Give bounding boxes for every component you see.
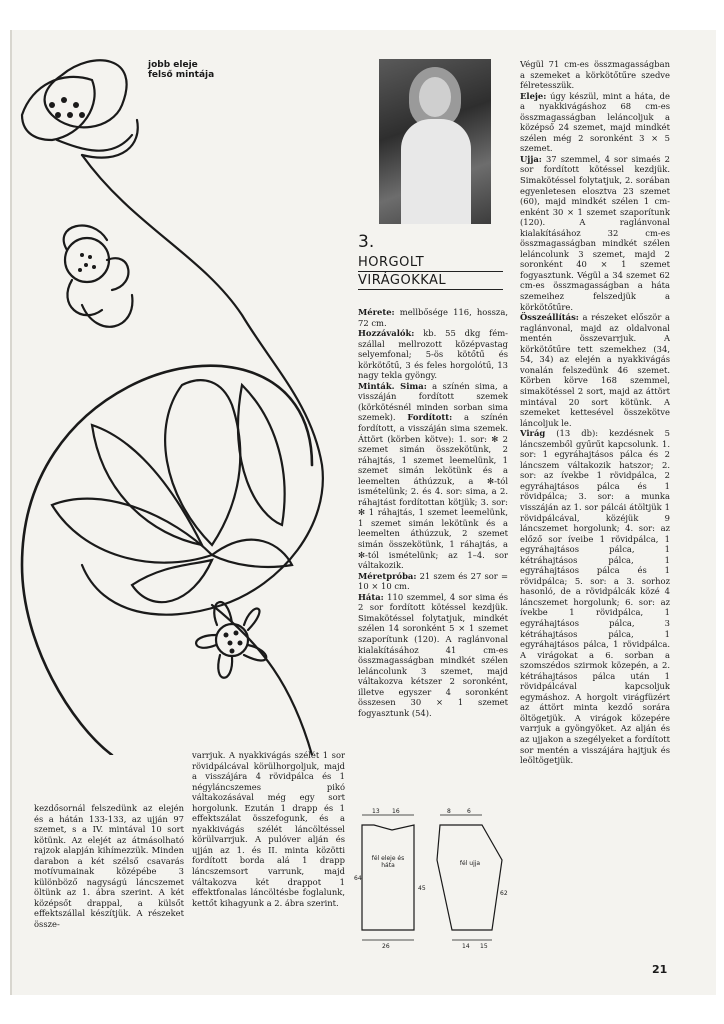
left-piece-label: fél eleje és háta bbox=[371, 855, 405, 869]
dim-label: 16 bbox=[392, 808, 400, 815]
dim-label: 64 bbox=[354, 875, 362, 882]
dim-label: 14 bbox=[462, 943, 470, 950]
text-column-bottom-middle: varrjuk. A nyakkivágás szélét 1 sor rövidpálcával körülhorgoljuk, majd a visszájára 4 rövidpálca és 1 négyláncszemes pikó váltakozásával még egy sort horgolunk. Ezután 1 drapp és 1 effektszálat összefogunk, és a nyakkivágás szélét láncöltéssel körülvarrjuk. A pulóver alján és ujján az 1. és II. minta közötti fordított borda alá 1 drapp láncszemsort varrunk, majd váltakozva két drappot 1 effektfonalas láncöltésbe foglalunk, kettőt kihagyunk a 2. ábra szerint. bbox=[192, 750, 345, 908]
paragraph: Eleje: úgy készül, mint a háta, de a nyakkivágáshoz 68 cm-es összmagasságban leláncoljuk a középső 24 szemet, majd mindkét szélen még 2 soronként 3 × 5 szemet. bbox=[520, 90, 670, 154]
dim-label: 13 bbox=[372, 808, 380, 815]
paragraph: Virág (13 db): kezdésnek 5 láncszemből gyűrűt kapcsolunk. 1. sor: 1 egyráhajtásos pálca és 2 láncszem váltakozik hatszor; 2. sor: az ívekbe 1 rövidpálca, 2 egyráhajtásos pálca és 1 rövidpálca; 3. sor: a munka visszáján az 1. sor pálcái átöltjük 1 rövidpálcával, közéjük 9 láncszemet horgolunk; 4. sor: az előző sor íveibe 1 rövidpálca, 1 egyráhajtásos pálca, 1 kétráhajtásos pálca, 1 egyráhajtásos pálca és 1 rövidpálca; 5. sor: a 3. sorhoz hasonló, de a rövidpálcák közé 4 láncszemet horgolunk; 6. sor: az ívekbe 1 rövidpálca, 1 egyráhajtásos pálca, 3 kétráhajtásos pálca, 1 egyráhajtásos pálca, 1 rövidpálca. A virágokat a 6. sorban a szomszédos szirmok közepén, a 2. kétráhajtásos pálca után 1 rövidpálcával kapcsoljuk egymáshoz. A horgolt virágfüzért az áttört minta kezdő sorára öltögetjük. A virágok közepére varrjuk a gyöngyöket. Az alján és az ujjakon a szegélyeket a fordított sor mentén a visszájára hajtjuk és leöltögetjük. bbox=[520, 428, 670, 766]
right-piece-label: fél ujja bbox=[459, 860, 481, 867]
paragraph: Végül 71 cm-es összmagasságban a szemeket a körkötőtűre szedve félretesszük. bbox=[520, 59, 670, 91]
section-title: HORGOLT VIRÁGOKKAL bbox=[358, 254, 503, 290]
section-number: 3. bbox=[358, 232, 375, 252]
pattern-label: jobb eleje felső mintája bbox=[148, 60, 215, 80]
model-photo bbox=[379, 59, 491, 224]
text-column-bottom-left: kezdősornál felszedünk az elején és a hátán 133-133, az ujján 97 szemet, s a IV. mintával 10 sort kötünk. Az elejét az átmásolható rajzok alapján kihímezzük. Minden darabon a két szélső csavarás motívumainak középébe 3 különböző nagyságú láncszemet öltünk az 1. ábra szerint. A két középsőt drappal, a külsőt effektszállal készítjük. A részeket össze- bbox=[34, 803, 184, 930]
dim-label: 26 bbox=[382, 943, 390, 950]
paragraph: Háta: 110 szemmel, 4 sor sima és 2 sor fordított kötéssel kezdjük. Simakötéssel folytatjuk, mindkét szélen 14 soronként 5 × 1 szemet szaporítunk (120). A raglánvonal kialakításához 41 cm-es összmagasságban mindkét szélen leláncolunk 3 szemet, majd váltakozva kétszer 2 soronként, illetve egyszer 4 soronként összesen 30 × 1 szemet fogyasztunk (54). bbox=[358, 591, 508, 718]
dim-label: 62 bbox=[500, 890, 508, 897]
garment-schematic bbox=[352, 800, 512, 950]
instructions-column-right bbox=[520, 59, 670, 959]
paragraph: Minták. Sima: a színén sima, a visszáján fordított szemek (körkötésnél minden sorban sima szemek). Fordított: a színén fordított, a visszáján sima szemek. Áttört (körben kötve): 1. sor: ✻ 2 szemet simán összekötünk, 2 ráhajtás, 1 szemet leemelünk, 1 szemet simán lekötünk és a leemelten áthúzzuk, a ✻-tól ismételünk; 2. és 4. sor: sima, a 2. ráhajtást fordítottan kötjük; 3. sor: ✻ 1 ráhajtás, 1 szemet leemelünk, 1 szemet simán lekötünk és a leemelten áthúzzuk, 2 szemet simán összekötünk, 1 ráhajtás, a ✻-tól ismételünk; az 1–4. sor váltakozik. bbox=[358, 380, 508, 571]
page-number: 21 bbox=[652, 963, 668, 976]
instructions-column-middle bbox=[358, 307, 508, 747]
paragraph: Hozzávalók: kb. 55 dkg fém-szállal mellrozott középvastag selyemfonal; 5-ös kötőtű és körkötőtű, 3 és feles horgolótű, 13 nagy tekla gyöngy. bbox=[358, 328, 508, 381]
dim-label: 15 bbox=[480, 943, 488, 950]
embroidery-pattern-illustration bbox=[12, 45, 342, 755]
dim-label: 8 bbox=[447, 808, 451, 815]
paragraph: Összeállítás: a részeket először a raglánvonal, majd az oldalvonal mentén összevarrjuk. A körkötőtűre tett szemekhez (34, 54, 34) az elején a nyakkivágás vonalán felszedünk 46 szemet. Körben körve 168 szemmel, simakötéssel 2 sort, majd az áttört mintával 20 sort kötünk. A szemeket kettesével összekötve láncoljuk le. bbox=[520, 312, 670, 428]
dim-label: 6 bbox=[467, 808, 471, 815]
paragraph: Méretpróba: 21 szem és 27 sor = 10 × 10 cm. bbox=[358, 570, 508, 592]
paragraph: Ujja: 37 szemmel, 4 sor simaés 2 sor fordított kötéssel kezdjük. Simakötéssel folytatjuk, 2. sorában egyenletesen elosztva 23 szemet (60), majd mindkét szélen 1 cm-enként 30 × 1 szemet szaporítunk (120). A raglánvonal kialakításához 32 cm-es összmagasságban mindkét szélen leláncolunk 3 szemet, majd 2 soronként 40 × 1 szemet fogyasztunk. Végül a 34 szemet 62 cm-es összmagasságban a háta szemeihez felszedjük a körkötőtűre. bbox=[520, 153, 670, 312]
paragraph: Mérete: mellbősége 116, hossza, 72 cm. bbox=[358, 307, 508, 328]
dim-label: 45 bbox=[418, 885, 426, 892]
